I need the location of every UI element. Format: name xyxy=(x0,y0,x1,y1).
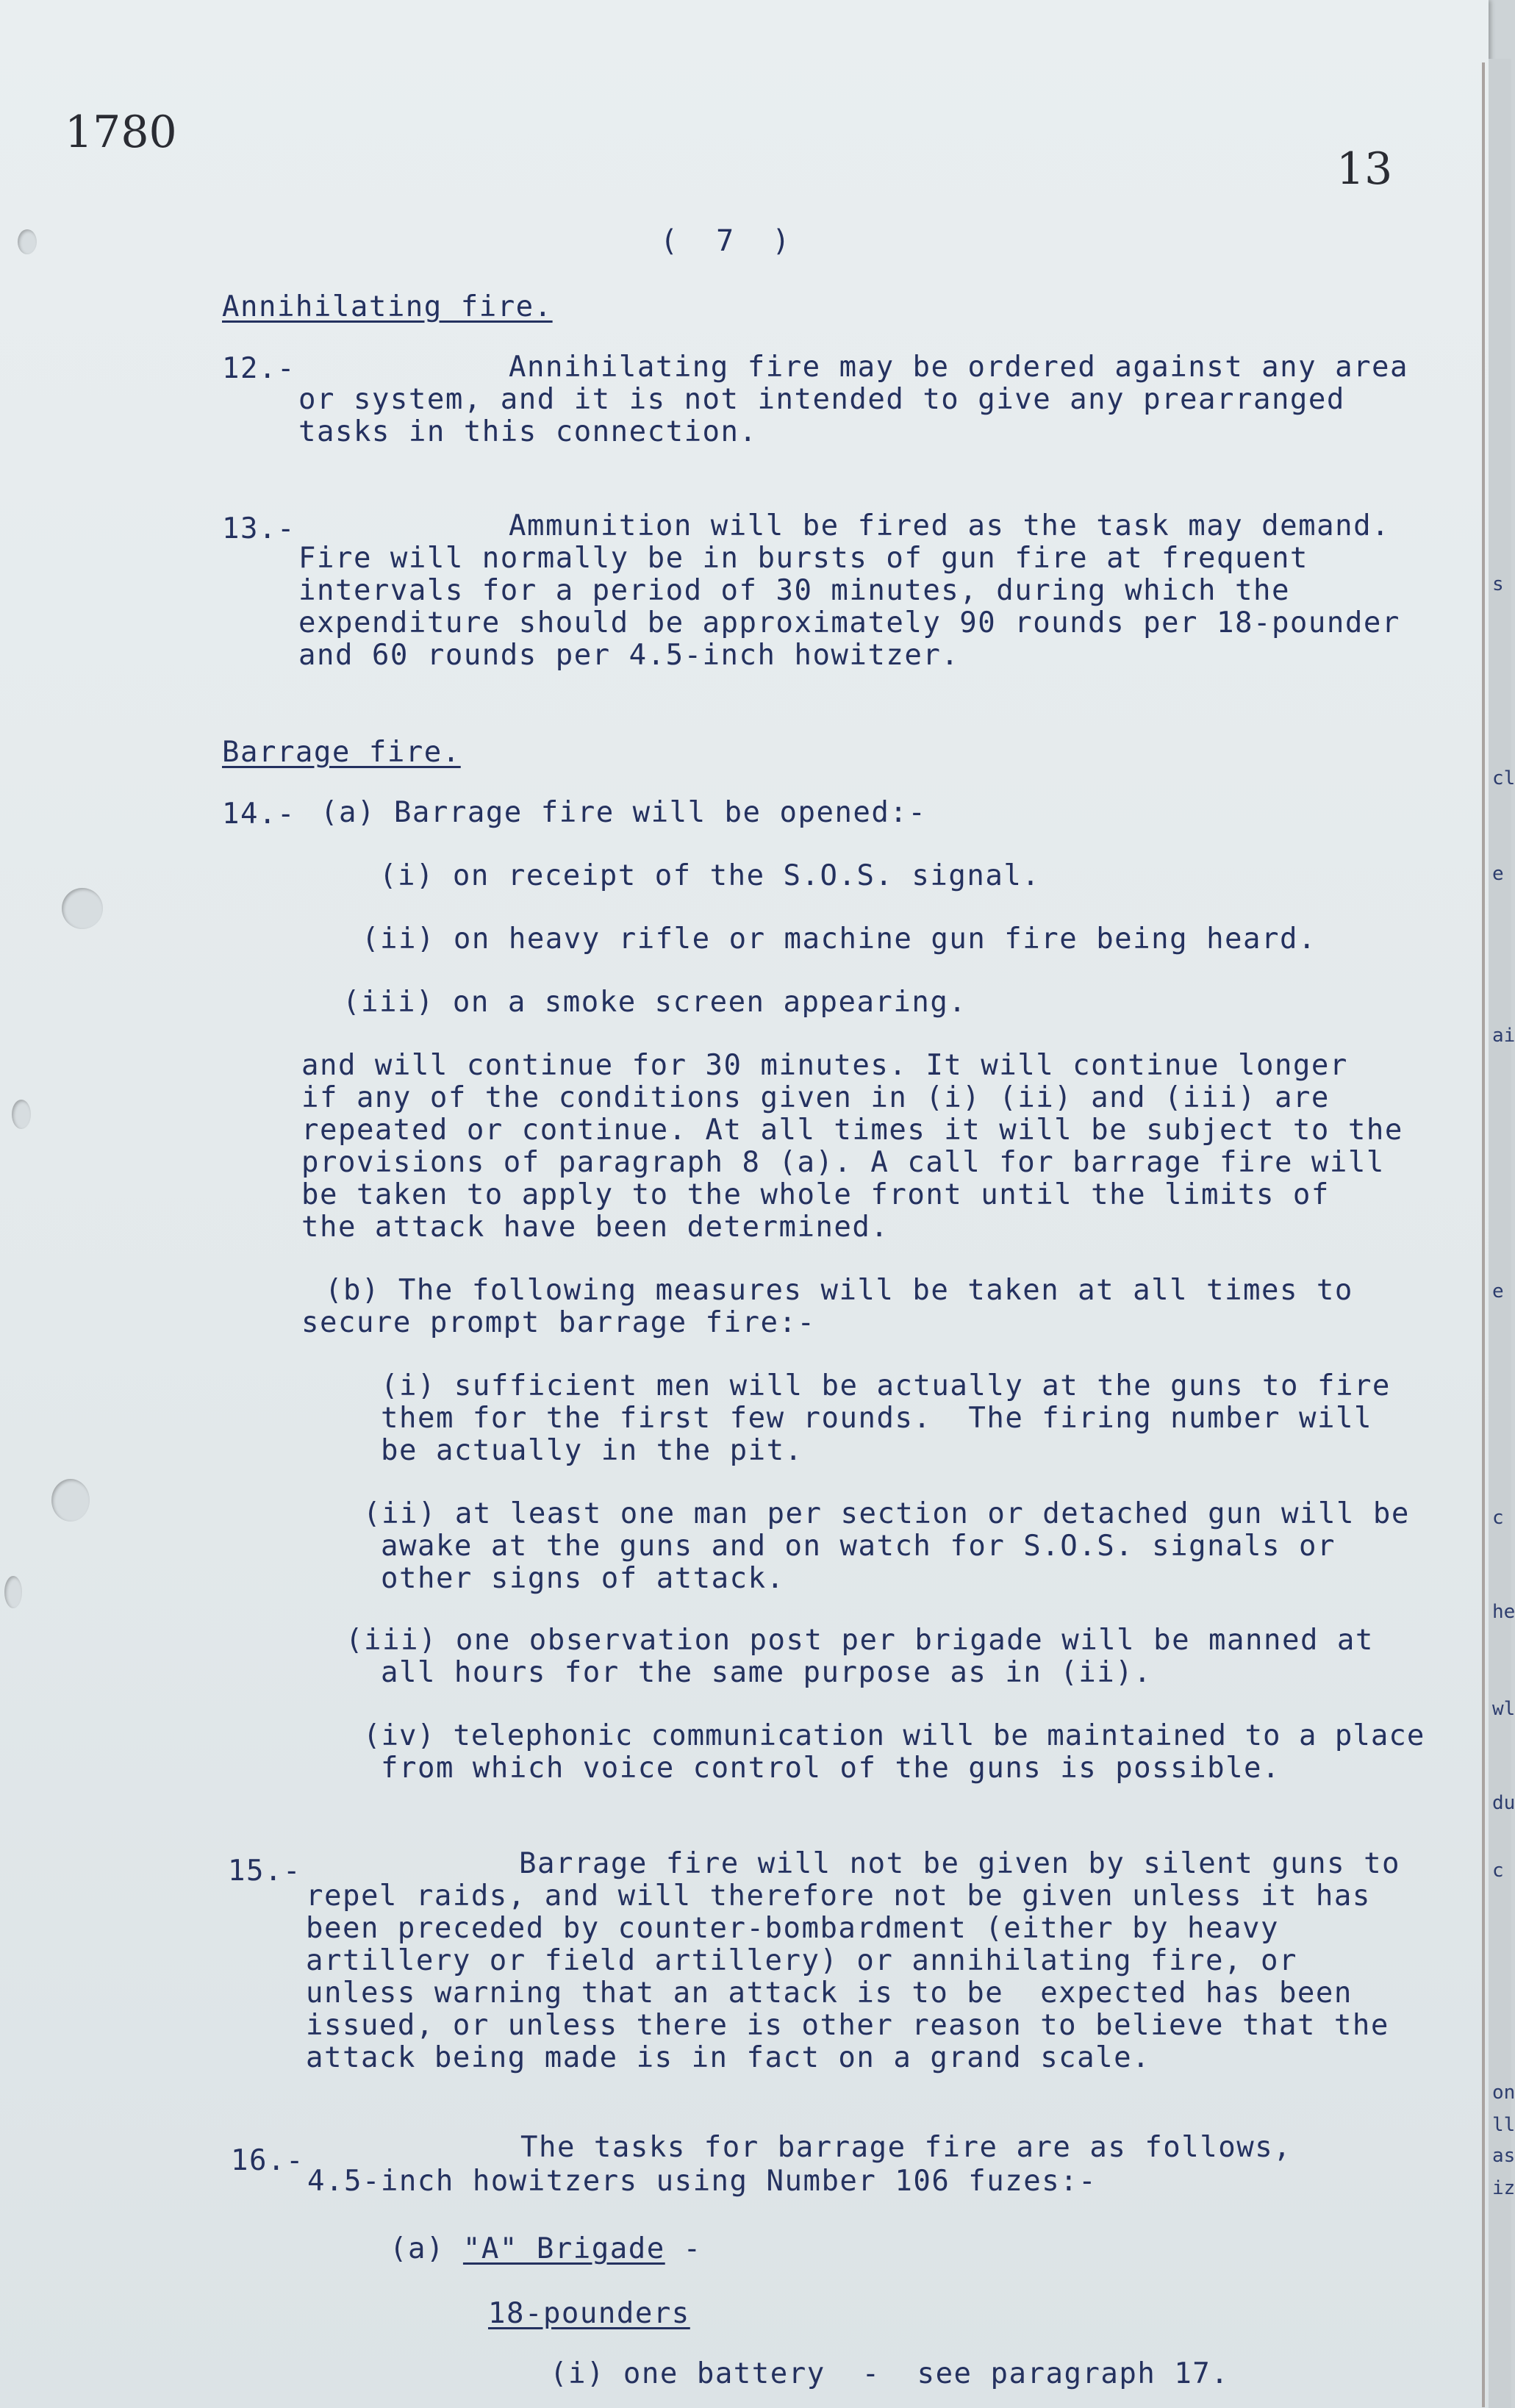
punch-hole xyxy=(51,1479,90,1522)
paragraph-14a-continuation: provisions of paragraph 8 (a). A call for barrage fire will xyxy=(301,1146,1385,1179)
punch-hole xyxy=(4,1576,22,1608)
paragraph-13-line: and 60 rounds per 4.5-inch howitzer. xyxy=(298,639,960,672)
folio-number: 1780 xyxy=(65,107,177,158)
paragraph-15-line: repel raids, and will therefore not be given unless it has xyxy=(306,1880,1371,1913)
paragraph-14a-continuation: be taken to apply to the whole front until the limits of xyxy=(301,1178,1330,1211)
paragraph-12-line: tasks in this connection. xyxy=(298,415,758,448)
paragraph-13-line: expenditure should be approximately 90 rounds per 18-pounder xyxy=(298,606,1400,639)
page-edge xyxy=(1482,62,1485,2407)
heading-annihilating-fire: Annihilating fire. xyxy=(222,290,553,323)
paragraph-13-line: intervals for a period of 30 minutes, during which the xyxy=(298,574,1290,607)
paragraph-15-line: been preceded by counter-bombardment (either by heavy xyxy=(306,1912,1279,1945)
paragraph-14b-line: secure prompt barrage fire:- xyxy=(301,1306,816,1339)
paragraph-14b-item: other signs of attack. xyxy=(381,1562,785,1595)
paragraph-13-line: Fire will normally be in bursts of gun fire at frequent xyxy=(298,542,1308,575)
edge-fragment: c xyxy=(1492,1507,1504,1529)
page-number: 13 xyxy=(1336,143,1393,195)
underlying-page xyxy=(1489,59,1511,2408)
paragraph-14a-continuation: repeated or continue. At all times it will be subject to the xyxy=(301,1114,1403,1147)
paragraph-14b-item: (ii) at least one man per section or detached gun will be xyxy=(363,1497,1410,1530)
edge-fragment: e xyxy=(1492,1280,1504,1302)
paragraph-16-subitem: (i) one battery - see paragraph 17. xyxy=(550,2357,1230,2390)
paragraph-15-line: attack being made is in fact on a grand scale. xyxy=(306,2041,1151,2074)
punch-hole xyxy=(18,229,37,254)
paragraph-15-line: artillery or field artillery) or annihilating fire, or xyxy=(306,1944,1297,1977)
paragraph-13-line: Ammunition will be fired as the task may demand. xyxy=(509,509,1391,542)
paragraph-14b-item: all hours for the same purpose as in (ii). xyxy=(381,1656,1153,1689)
edge-fragment: e xyxy=(1492,863,1504,885)
edge-fragment: on xyxy=(1492,2082,1515,2104)
heading-barrage-fire: Barrage fire. xyxy=(222,736,461,769)
edge-fragment: ll xyxy=(1492,2114,1515,2136)
paragraph-16-line: 4.5-inch howitzers using Number 106 fuzes:- xyxy=(307,2165,1097,2198)
paragraph-14b-item: from which voice control of the guns is possible. xyxy=(381,1752,1281,1785)
brigade-label: "A" Brigade xyxy=(462,2232,665,2265)
section-page-number: ( 7 ) xyxy=(660,224,801,258)
paragraph-14b-item: (iii) one observation post per brigade will be manned at xyxy=(345,1624,1374,1657)
edge-fragment: cl xyxy=(1492,767,1515,789)
edge-fragment: c xyxy=(1492,1860,1504,1882)
edge-fragment: s xyxy=(1492,573,1504,595)
edge-fragment: ai xyxy=(1492,1025,1515,1047)
subheading-18-pounders: 18-pounders xyxy=(488,2297,690,2330)
paragraph-15-number: 15.- xyxy=(228,1855,301,1888)
paragraph-14b-item: awake at the guns and on watch for S.O.S. signals or xyxy=(381,1530,1336,1563)
paragraph-15-line: Barrage fire will not be given by silent guns to xyxy=(519,1847,1401,1880)
paragraph-14a-continuation: if any of the conditions given in (i) (ii) and (iii) are xyxy=(301,1081,1330,1114)
paragraph-14b-item: (iv) telephonic communication will be maintained to a place xyxy=(363,1719,1425,1752)
paragraph-13-number: 13.- xyxy=(222,512,296,545)
subitem-a-prefix: (a) xyxy=(390,2232,463,2265)
edge-fragment: wl xyxy=(1492,1698,1515,1720)
paragraph-14a-item: (i) on receipt of the S.O.S. signal. xyxy=(379,859,1041,892)
edge-fragment: as xyxy=(1492,2145,1515,2167)
paragraph-14-number: 14.- xyxy=(222,798,296,831)
paragraph-16-subitem-a xyxy=(390,2232,702,2265)
paragraph-14a-item: (ii) on heavy rifle or machine gun fire being heard. xyxy=(362,922,1317,956)
paragraph-15-line: unless warning that an attack is to be expected has been xyxy=(306,1977,1353,2010)
paragraph-14a-item: (iii) on a smoke screen appearing. xyxy=(343,986,967,1019)
punch-hole xyxy=(62,888,103,929)
paragraph-14a-line: (a) Barrage fire will be opened:- xyxy=(320,796,927,829)
subitem-a-suffix: - xyxy=(665,2232,702,2265)
paragraph-12-number: 12.- xyxy=(222,352,296,385)
punch-hole xyxy=(12,1100,31,1129)
paragraph-14b-line: (b) The following measures will be taken at all times to xyxy=(325,1274,1353,1307)
paragraph-16-line: The tasks for barrage fire are as follows, xyxy=(520,2131,1292,2164)
paragraph-14b-item: (i) sufficient men will be actually at the guns to fire xyxy=(381,1369,1391,1402)
paragraph-14b-item: be actually in the pit. xyxy=(381,1434,803,1467)
paragraph-14a-continuation: the attack have been determined. xyxy=(301,1211,889,1244)
edge-fragment: he xyxy=(1492,1601,1515,1623)
paragraph-15-line: issued, or unless there is other reason to believe that the xyxy=(306,2009,1389,2042)
edge-fragment: du xyxy=(1492,1792,1515,1814)
paragraph-16-number: 16.- xyxy=(231,2144,304,2177)
paragraph-12-line: or system, and it is not intended to give any prearranged xyxy=(298,383,1345,416)
paragraph-14b-item: them for the first few rounds. The firing number will xyxy=(381,1402,1372,1435)
paragraph-14a-continuation: and will continue for 30 minutes. It will continue longer xyxy=(301,1049,1348,1082)
edge-fragment: iz xyxy=(1492,2177,1515,2199)
paragraph-12-line: Annihilating fire may be ordered against any area xyxy=(509,351,1409,384)
